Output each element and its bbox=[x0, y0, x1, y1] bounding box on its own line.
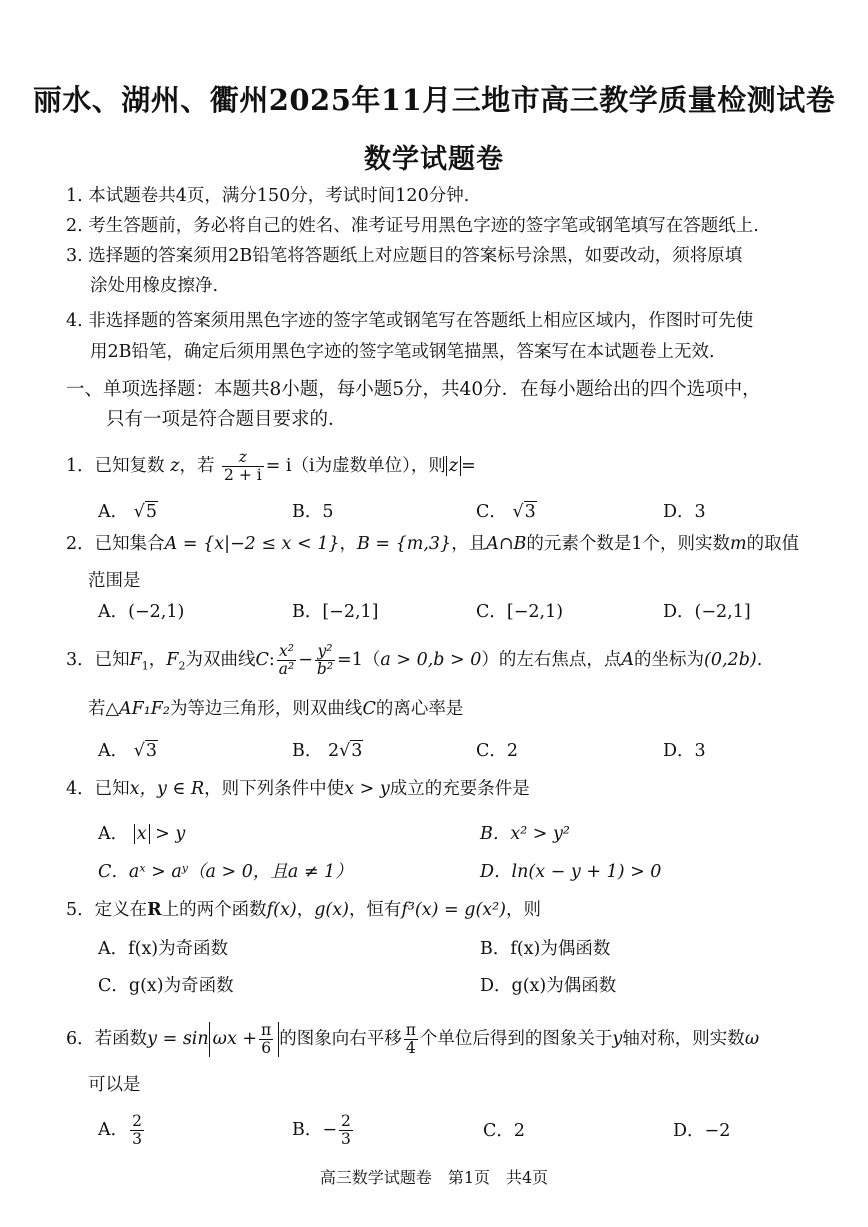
question-2-cont: 范围是 bbox=[88, 571, 141, 591]
q1-option-a[interactable] bbox=[98, 499, 158, 525]
q5-option-d[interactable]: D．g(x)为偶函数 bbox=[480, 976, 617, 996]
q6-function: y = sin bbox=[147, 1029, 209, 1049]
note-2: 2. 考生答题前，务必将自己的姓名、准考证号用黑色字迹的签字笔或钢笔填写在答题纸上. bbox=[66, 216, 759, 236]
q5-option-a[interactable]: A．f(x)为奇函数 bbox=[98, 939, 229, 959]
q2-set-b: B = {m,3} bbox=[356, 534, 452, 554]
q5-option-c[interactable]: C．g(x)为奇函数 bbox=[98, 976, 234, 996]
q4-option-d[interactable]: D．ln(x − y + 1) > 0 bbox=[480, 862, 662, 882]
question-3: 3．已知$F_1$，$F_2$为双曲线C: $\frac{\text{x²}}{\text{a²}}$ − $\frac{\text{y²}}{\text{b²}}$ =1（a > 0,b > 0）的左右焦点，点A的坐标为(0,2b). bbox=[66, 642, 763, 678]
q2-intersection: A∩B bbox=[486, 534, 527, 554]
note-4: 4. 非选择题的答案须用黑色字迹的签字笔或钢笔写在答题纸上相应区域内，作图时可先使 bbox=[66, 311, 754, 331]
q4-vars: x，y ∈ R bbox=[129, 779, 205, 799]
q6-option-c[interactable]: C．2 bbox=[483, 1121, 526, 1141]
q3-text: 为双曲线 bbox=[185, 650, 256, 670]
q3-curve-name: C bbox=[255, 650, 269, 670]
q6-option-d[interactable]: D．−2 bbox=[673, 1121, 731, 1141]
q3-option-a[interactable]: A． √3 bbox=[98, 738, 158, 764]
q4-relation: x > y bbox=[344, 779, 390, 799]
q3-focus-1: F bbox=[129, 650, 142, 670]
question-6-cont: 可以是 bbox=[88, 1075, 141, 1095]
q3-focus-2: F bbox=[166, 650, 179, 670]
q1-abs-z: z bbox=[446, 456, 461, 476]
q4-option-a[interactable]: A． x > y bbox=[98, 824, 186, 844]
question-6: 6．若函数y = sin ωx + $\frac{\pi}{6}$ 的图象向右平移 $\frac{\pi}{4}$ 个单位后得到的图象关于y轴对称，则实数ω bbox=[66, 1021, 760, 1057]
q1-option-c-label: C． bbox=[476, 502, 507, 522]
q2-option-d[interactable]: D．(−2,1] bbox=[663, 602, 751, 622]
q2-var-m: m bbox=[730, 534, 747, 554]
question-1 bbox=[66, 449, 476, 484]
page-footer: 高三数学试题卷 第1页 共4页 bbox=[319, 1168, 549, 1187]
q1-text: 1．已知复数 bbox=[66, 456, 165, 476]
q1-text: = i（i为虚数单位），则 bbox=[265, 456, 446, 476]
q5-option-b[interactable]: B．f(x)为偶函数 bbox=[480, 939, 611, 959]
q3-option-d[interactable]: D．3 bbox=[663, 741, 706, 761]
sqrt-icon: √3 bbox=[133, 741, 158, 761]
q2-text: 2．已知集合 bbox=[66, 534, 165, 554]
q1-frac-num: z bbox=[222, 449, 264, 467]
q3-text: =1（ bbox=[337, 650, 381, 670]
q4-option-b[interactable]: B．x² > y² bbox=[480, 824, 570, 844]
q6-shift-fraction: $\frac{\pi}{4}$ bbox=[405, 1021, 416, 1057]
q1-fraction bbox=[222, 449, 264, 484]
q3-triangle: AF₁F₂ bbox=[118, 699, 170, 719]
q5-equation: f³(x) = g(x²) bbox=[401, 900, 506, 920]
q1-var-z: z bbox=[170, 456, 180, 476]
section-heading: 一、单项选择题：本题共8小题，每小题5分，共40分．在每小题给出的四个选项中， bbox=[66, 379, 761, 400]
q3-coordinate: (0,2b) bbox=[704, 650, 757, 670]
q2-text: ， bbox=[339, 534, 357, 554]
q1-text: ，若 bbox=[179, 456, 215, 476]
q2-text: ，且 bbox=[451, 534, 487, 554]
q4-option-c[interactable]: C．aˣ > aʸ（a > 0，且a ≠ 1） bbox=[98, 862, 353, 882]
q1-option-b[interactable]: B．5 bbox=[292, 502, 334, 522]
q1-option-a-label: A． bbox=[98, 502, 129, 522]
q2-option-a[interactable]: A．(−2,1) bbox=[98, 602, 185, 622]
q5-g: g(x) bbox=[314, 900, 349, 920]
q1-text: = bbox=[461, 456, 476, 476]
q3-option-c[interactable]: C．2 bbox=[476, 741, 519, 761]
question-3-cont: 若△AF₁F₂为等边三角形，则双曲线C的离心率是 bbox=[88, 699, 464, 719]
q5-real-set: R bbox=[147, 900, 162, 920]
q3-text: ）的左右焦点，点 bbox=[481, 650, 622, 670]
q3-text: 3．已知 bbox=[66, 650, 130, 670]
sqrt-icon: √3 bbox=[512, 502, 536, 522]
q2-text: 的元素个数是1个，则实数 bbox=[526, 534, 731, 554]
sqrt-icon: √5 bbox=[133, 502, 158, 522]
q6-option-b[interactable]: B．− $\frac{2}{3}$ bbox=[292, 1112, 351, 1148]
q1-option-d[interactable]: D．3 bbox=[663, 502, 706, 522]
q2-text: 的取值 bbox=[746, 534, 800, 554]
q2-option-c[interactable]: C．[−2,1) bbox=[476, 602, 564, 622]
q2-option-b[interactable]: B．[−2,1] bbox=[292, 602, 379, 622]
question-4: 4．已知x，y ∈ R，则下列条件中使x > y成立的充要条件是 bbox=[66, 779, 530, 799]
q3-fraction-y: $\frac{\text{y²}}{\text{b²}}$ bbox=[316, 642, 334, 678]
q3-text: ， bbox=[148, 650, 167, 670]
question-2 bbox=[66, 532, 799, 556]
q1-option-c[interactable] bbox=[476, 499, 537, 525]
q6-option-a[interactable]: A． $\frac{2}{3}$ bbox=[98, 1112, 143, 1148]
question-5: 5．定义在R上的两个函数f(x)，g(x)，恒有f³(x) = g(x²)，则 bbox=[66, 900, 541, 920]
q3-condition: a > 0,b > 0 bbox=[380, 650, 482, 670]
q3-option-b[interactable]: B． 2√3 bbox=[292, 738, 363, 764]
exam-subtitle: 数学试题卷 bbox=[364, 144, 504, 175]
q3-fraction-x: $\frac{\text{x²}}{\text{a²}}$ bbox=[278, 642, 295, 678]
q5-f: f(x) bbox=[266, 900, 297, 920]
note-1: 1. 本试题卷共4页，满分150分，考试时间120分钟. bbox=[66, 186, 470, 206]
q2-set-a: A = {x|−2 ≤ x < 1} bbox=[164, 534, 340, 554]
q6-abs-arg: ωx + $\frac{\pi}{6}$ bbox=[209, 1022, 280, 1057]
q3-text: 的坐标为 bbox=[634, 650, 705, 670]
note-3: 3. 选择题的答案须用2B铅笔将答题纸上对应题目的答案标号涂黑，如要改动，须将原填 bbox=[66, 246, 743, 266]
q1-frac-den: 2 + i bbox=[224, 466, 262, 484]
exam-title: 丽水、湖州、衢州2025年11月三地市高三教学质量检测试卷 bbox=[32, 83, 836, 117]
section-heading-cont: 只有一项是符合题目要求的． bbox=[106, 409, 347, 430]
q6-omega: ω bbox=[744, 1029, 760, 1049]
note-4-cont: 用2B铅笔，确定后须用黑色字迹的签字笔或钢笔描黑，答案写在本试题卷上无效. bbox=[90, 342, 715, 362]
sqrt-icon: √3 bbox=[339, 741, 363, 761]
q3-point-a: A bbox=[621, 650, 635, 670]
note-3-cont: 涂处用橡皮擦净. bbox=[90, 276, 219, 296]
